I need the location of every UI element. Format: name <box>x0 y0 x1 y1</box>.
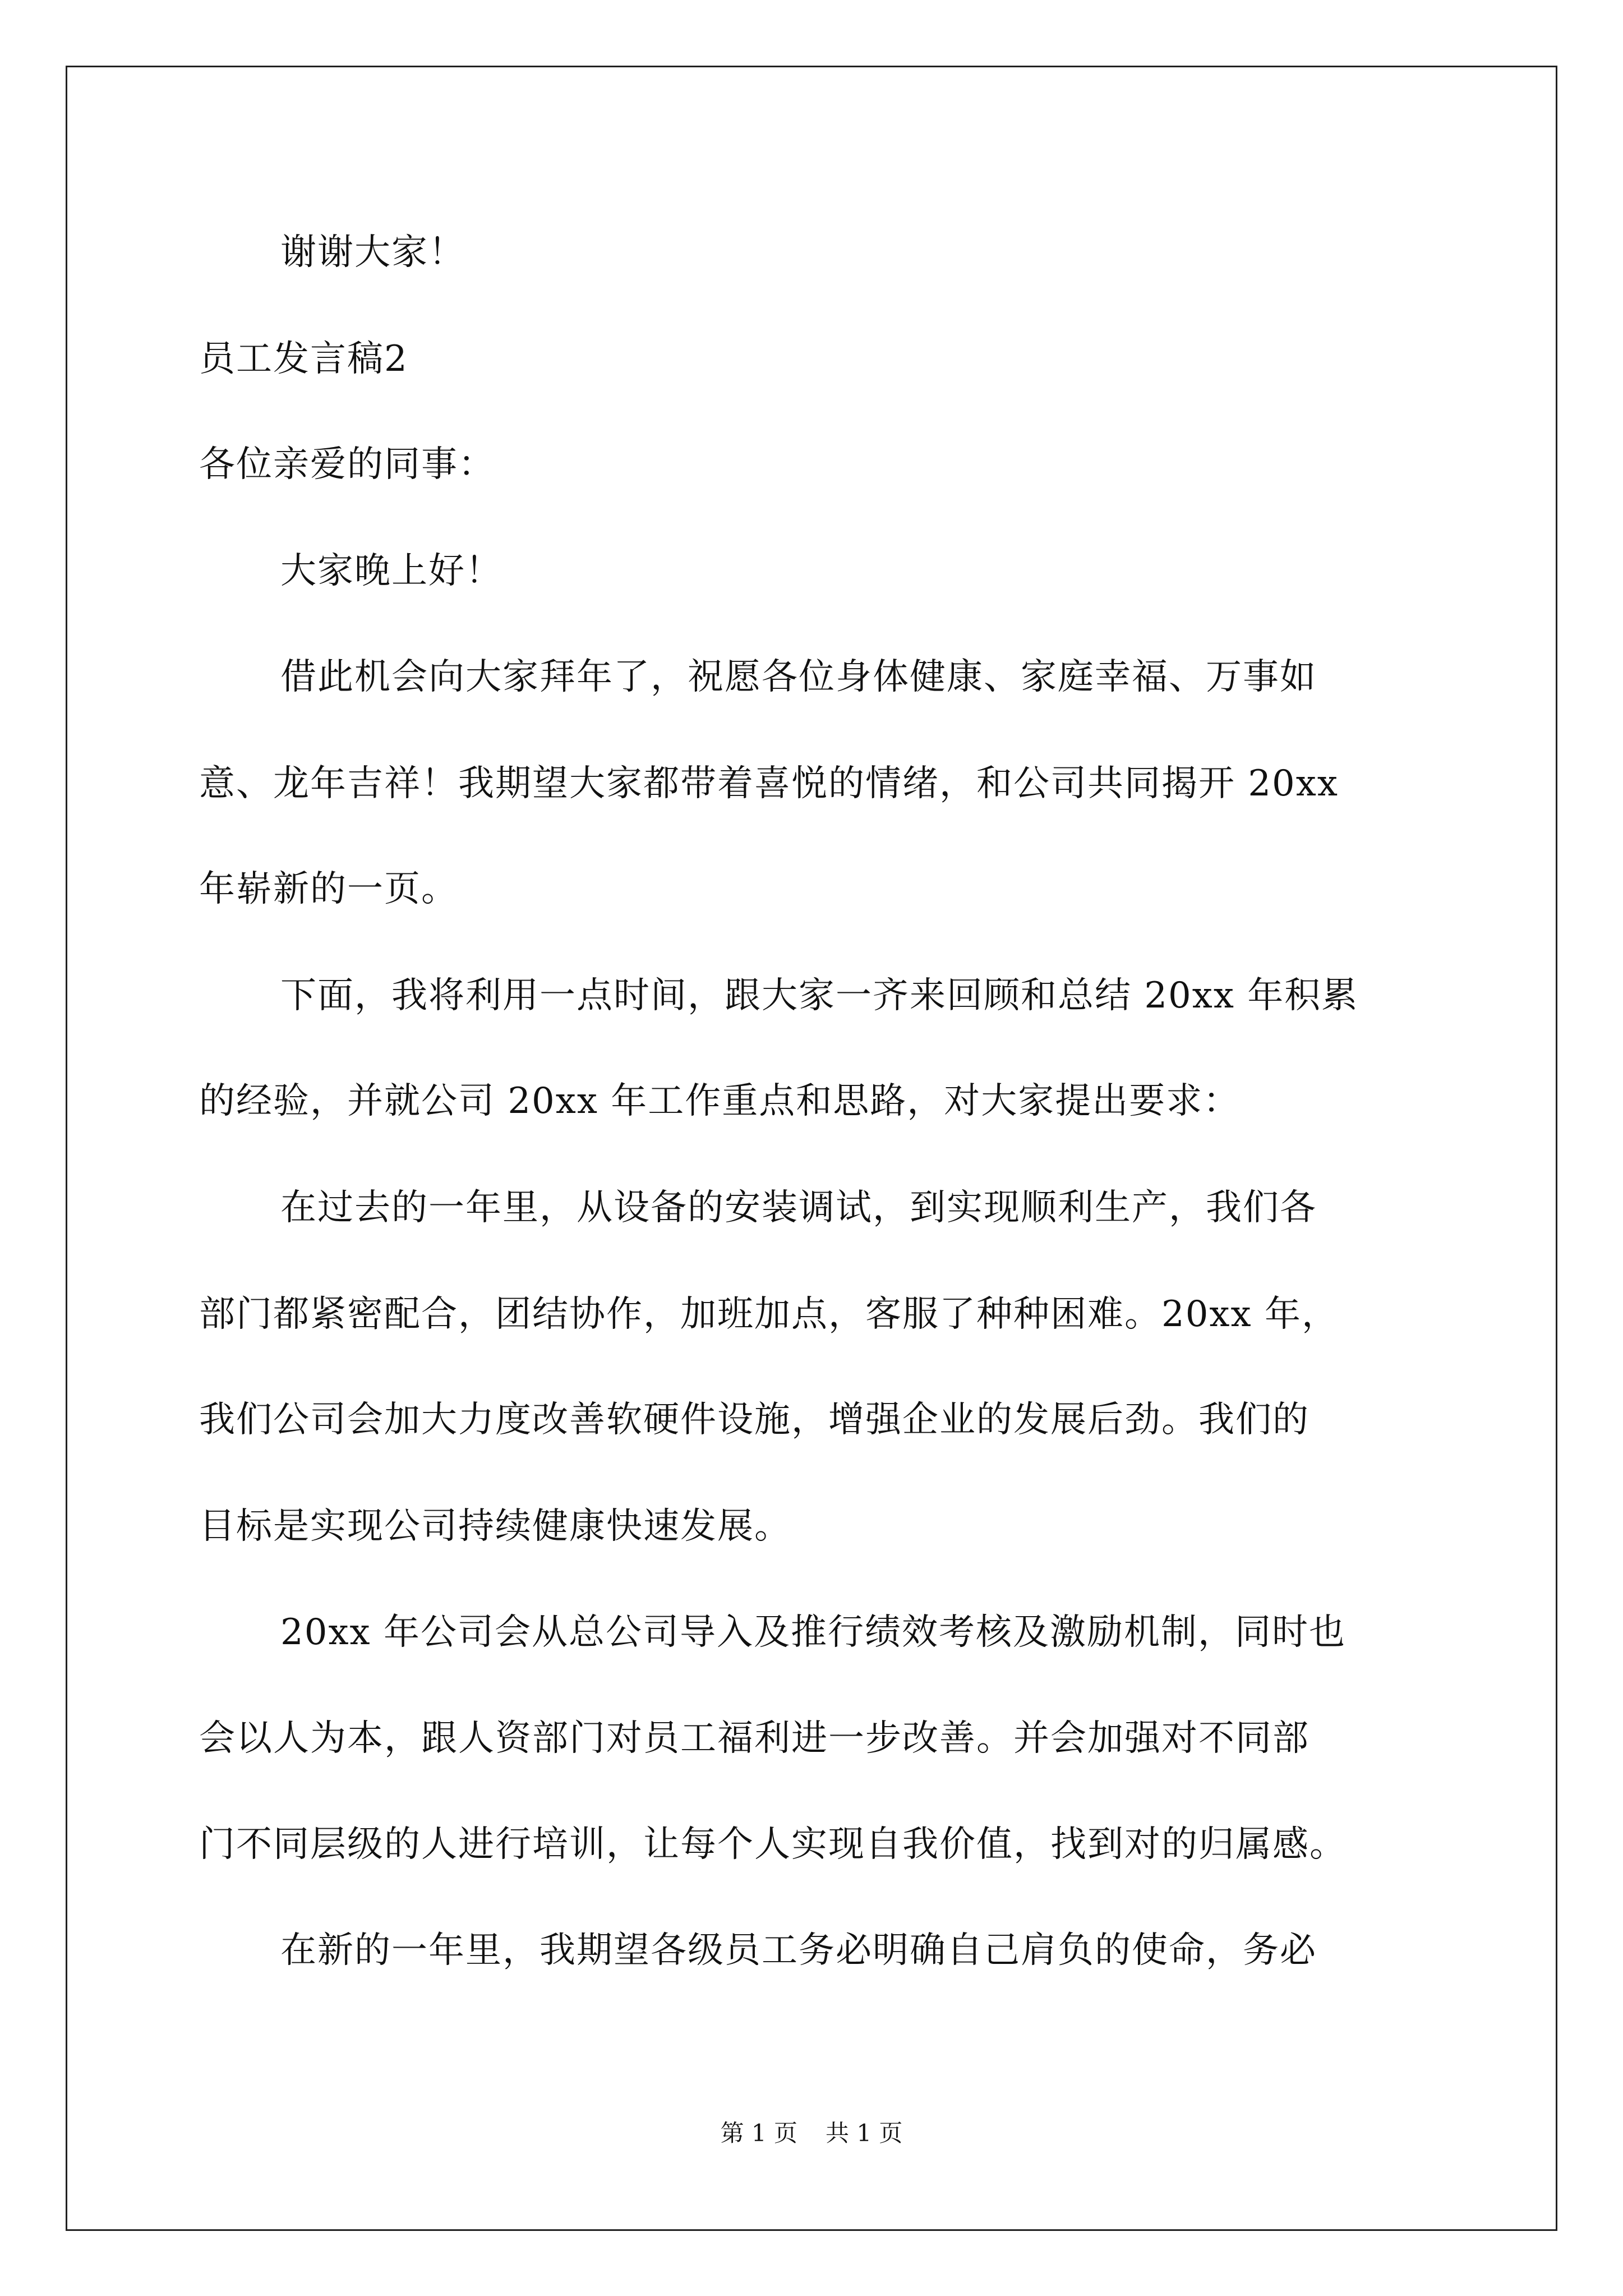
salutation: 各位亲爱的同事： <box>199 444 495 485</box>
paragraph-line: 借此机会向大家拜年了，祝愿各位身体健康、家庭幸福、万事如 <box>280 656 1317 698</box>
paragraph-line: 下面，我将利用一点时间，跟大家一齐来回顾和总结 20xx 年积累 <box>280 975 1359 1016</box>
page-border <box>66 66 1557 2231</box>
greeting: 大家晚上好！ <box>280 550 502 592</box>
closing-line: 谢谢大家！ <box>280 232 465 273</box>
paragraph-line: 在新的一年里，我期望各级员工务必明确自己肩负的使命，务必 <box>280 1930 1317 1971</box>
paragraph-line: 在过去的一年里，从设备的安装调试，到实现顺利生产，我们各 <box>280 1187 1317 1228</box>
paragraph-line: 的经验，并就公司 20xx 年工作重点和思路，对大家提出要求： <box>199 1080 1241 1122</box>
paragraph-line: 年崭新的一页。 <box>199 868 458 910</box>
document-title: 员工发言稿2 <box>199 338 408 380</box>
paragraph-line: 意、龙年吉祥！我期望大家都带着喜悦的情绪，和公司共同揭开 20xx <box>199 763 1339 804</box>
paragraph-line: 目标是实现公司持续健康快速发展。 <box>199 1506 791 1547</box>
paragraph-line: 门不同层级的人进行培训，让每个人实现自我价值，找到对的归属感。 <box>199 1824 1347 1865</box>
page-total: 共 1 页 <box>826 2119 903 2147</box>
paragraph-line: 20xx 年公司会从总公司导入及推行绩效考核及激励机制，同时也 <box>280 1612 1346 1653</box>
page-number: 第 1 页 <box>720 2119 797 2147</box>
paragraph-line: 我们公司会加大力度改善软硬件设施，增强企业的发展后劲。我们的 <box>199 1399 1310 1441</box>
paragraph-line: 部门都紧密配合，团结协作，加班加点，客服了种种困难。20xx 年， <box>199 1294 1339 1335</box>
paragraph-line: 会以人为本，跟人资部门对员工福利进一步改善。并会加强对不同部 <box>199 1718 1310 1759</box>
page-footer <box>0 2118 1623 2149</box>
